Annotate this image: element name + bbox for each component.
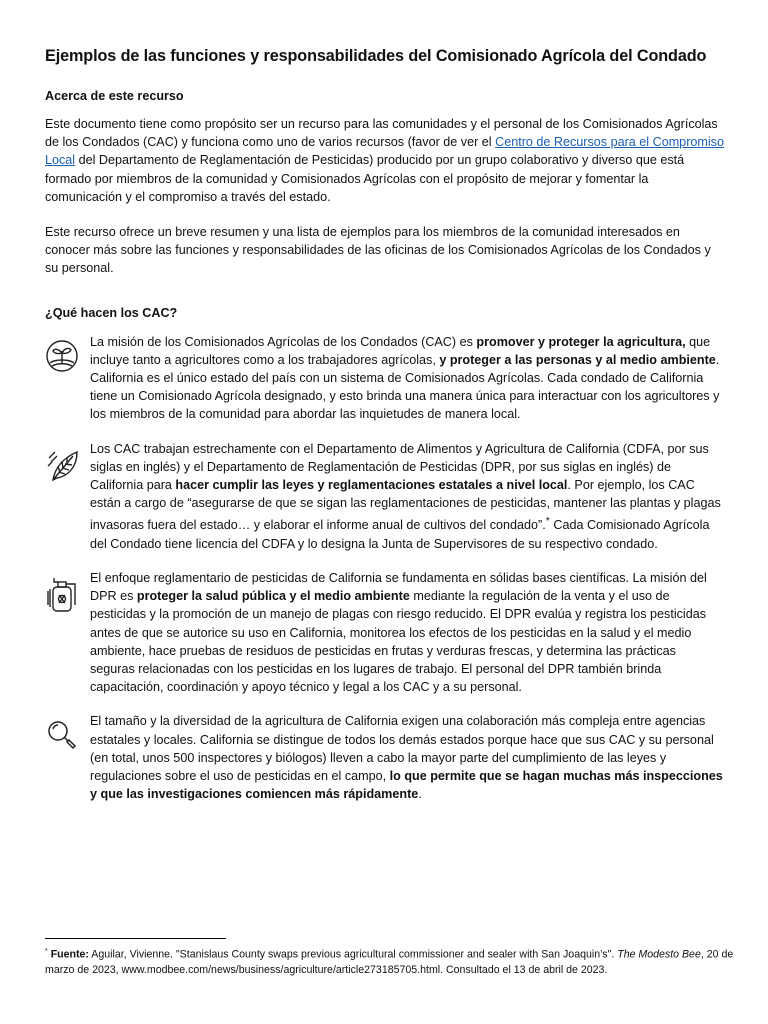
resource-center-link[interactable]: Centro de Recursos para el Compromiso Local [45, 135, 724, 168]
about-paragraph-2: Este recurso ofrece un breve resumen y una lista de ejemplos para los miembros de la comunidad interesados en conocer más sobre las funciones y responsabilidades de las oficinas de los Comisionados Agrícolas de los Condados y su personal. [45, 225, 711, 276]
cac-item-enforcement [45, 712, 724, 803]
plant-sprout-icon [45, 333, 90, 373]
pesticide-sprayer-icon [45, 569, 90, 615]
cac-item-enforcement-text: El tamaño y la diversidad de la agricultura de California exigen una colaboración más compleja entre agencias estatales y locales. California se distingue de todos los demás estados porque hace que sus CAC y su personal (en total, unos 500 inspectores y biólogos) lleven a cabo la mayor parte del cumplimiento de las leyes y regulaciones sobre el uso de pesticidas en el campo, lo que permite que se hagan muchas más inspecciones y que las investigaciones comiencen más rápidamente. [90, 714, 723, 802]
about-heading: Acerca de este recurso [45, 89, 184, 103]
cac-item-dpr [45, 569, 724, 696]
footnote-divider [45, 938, 226, 939]
cac-item-collaboration-text: Los CAC trabajan estrechamente con el Departamento de Alimentos y Agricultura de California (CDFA, por sus siglas en inglés) y el Departamento de Reglamentación de Pesticidas (DPR, por sus siglas en inglés) de California para hacer cumplir las leyes y reglamentaciones estatales a nivel local. Por ejemplo, los CAC están a cargo de “asegurarse de que se sigan las reglamentaciones de pesticidas, mantener las plantas y plagas invasoras fuera del estado… y elaborar el informe anual de cultivos del condado”.* Cada Comisionado Agrícola del Condado tiene licencia del CDFA y lo designa la Junta de Supervisores de su respectivo condado. [90, 441, 721, 551]
cac-heading: ¿Qué hacen los CAC? [45, 305, 178, 320]
cac-item-mission-text: La misión de los Comisionados Agrícolas de los Condados (CAC) es promover y proteger la agricultura, que incluye tanto a agricultores como a los trabajadores agrícolas, y proteger a las personas y al medio ambiente. California es el único estado del país con un sistema de Comisionados Agrícolas. Cada condado de California tiene un Comisionado Agrícola designado, y esto brinda una manera única para interactuar con los agricultores y los miembros de la comunidad para abordar las inquietudes de manera local. [90, 334, 720, 422]
footnote: * Fuente: Aguilar, Vivienne. "Stanislaus County swaps previous agricultural commissioner and sealer with San Joaquin’s". The Modesto Bee, 20 de marzo de 2023, www.modbee.com/news/business/agriculture/article273185705.html. Consultado el 13 de abril de 2023. [45, 948, 734, 977]
document-title: Ejemplos de las funciones y responsabilidades del Comisionado Agrícola del Condado [45, 47, 707, 65]
leaf-pest-icon [45, 440, 90, 484]
about-paragraph-1: Este documento tiene como propósito ser un recurso para las comunidades y el personal de los Comisionados Agrícolas de los Condados (CAC) y funciona como uno de varios recursos (favor de ver el Centro de Recursos para el Compromiso Local del Departamento de Reglamentación de Pesticidas) producido por un grupo colaborativo y diverso que está formado por miembros de la comunidad y Comisionados Agrícolas con el propósito de mejorar y fomentar la comunicación y el compromiso a través del estado. [45, 117, 724, 204]
magnifier-icon [45, 712, 90, 752]
cac-item-mission [45, 333, 724, 424]
cac-item-dpr-text: El enfoque reglamentario de pesticidas de California se fundamenta en sólidas bases científicas. La misión del DPR es proteger la salud pública y el medio ambiente mediante la regulación de la venta y el uso de pesticidas y la promoción de un manejo de plagas con riesgo reducido. El DPR evalúa y registra los pesticidas antes de que se autorice su uso en California, monitorea los efectos de los pesticidas en la salud y el medio ambiente, hace pruebas de residuos de pesticidas en frutas y verduras frescas, y determina las prácticas seguras relacionadas con los pesticidas en los lugares de trabajo. El personal del DPR también brinda capacitación, coordinación y apoyo técnico y legal a los CAC y a su personal. [90, 571, 707, 695]
cac-item-collaboration [45, 440, 724, 553]
